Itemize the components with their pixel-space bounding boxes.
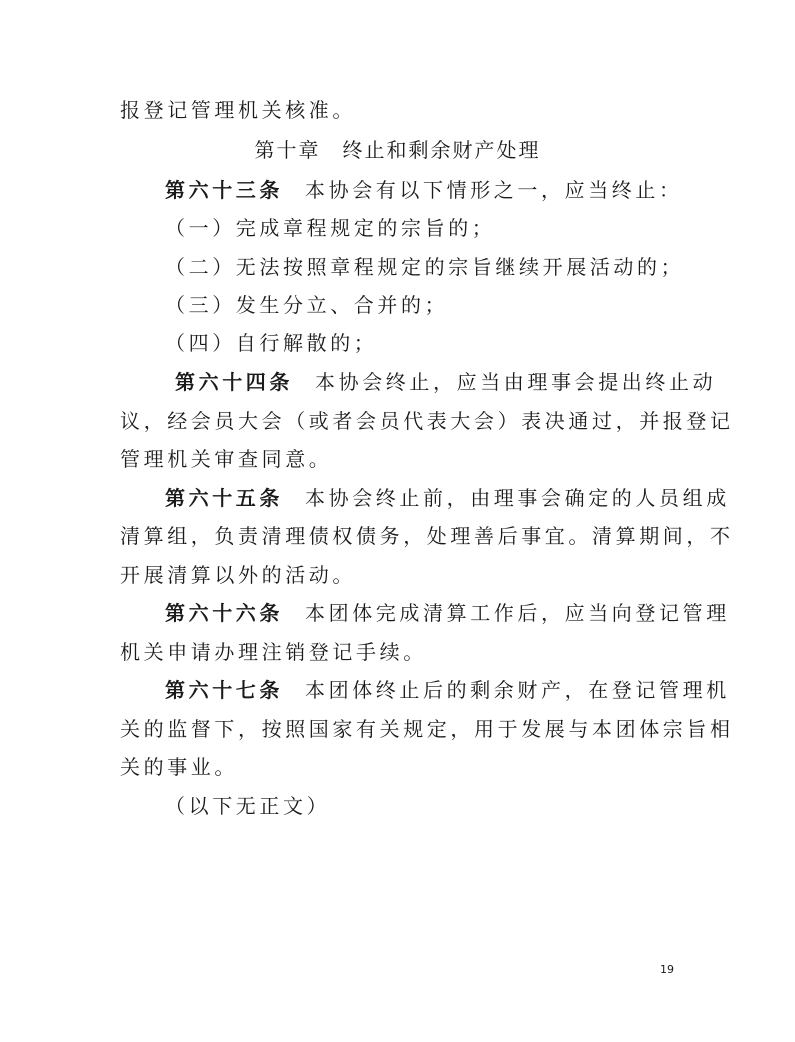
article-67-line-1: 本团体终止后的剩余财产，在登记管理机 (305, 678, 730, 702)
article-65-line-1: 本协会终止前，由理事会确定的人员组成 (305, 486, 730, 510)
article-67-line-3: 关的事业。 (120, 755, 238, 779)
article-66-line-2: 机关申请办理注销登记手续。 (120, 640, 427, 664)
article-65 (165, 485, 730, 511)
chapter-heading (0, 137, 795, 163)
article-65-line-3: 开展清算以外的活动。 (120, 563, 356, 587)
article-64-label: 第六十四条 (175, 370, 293, 394)
article-64-line-1: 本协会终止，应当由理事会提出终止动 (315, 370, 717, 394)
article-66 (165, 600, 730, 626)
page-number: 19 (660, 963, 674, 976)
carryover-line (120, 97, 680, 123)
article-65-line-2: 清算组，负责清理债权债务，处理善后事宜。清算期间，不 (120, 524, 734, 548)
article-63-text: 本协会有以下情形之一，应当终止： (305, 178, 683, 202)
article-63-label: 第六十三条 (165, 178, 283, 202)
article-63-item-3: （三）发生分立、合并的； (165, 293, 449, 317)
article-63 (165, 177, 683, 203)
article-66-line-1: 本团体完成清算工作后，应当向登记管理 (305, 601, 730, 625)
article-64-line-3: 管理机关审查同意。 (120, 447, 333, 471)
chapter-title: 终止和剩余财产处理 (342, 138, 541, 162)
article-63-item-2: （二）无法按照章程规定的宗旨继续开展活动的； (165, 255, 685, 279)
article-64-line-2: 议，经会员大会（或者会员代表大会）表决通过，并报登记 (120, 409, 734, 433)
article-66-label: 第六十六条 (165, 601, 283, 625)
article-67-label: 第六十七条 (165, 678, 283, 702)
article-67 (165, 677, 730, 703)
article-67-line-2: 关的监督下，按照国家有关规定，用于发展与本团体宗旨相 (120, 717, 734, 741)
end-note: （以下无正文） (165, 794, 331, 818)
article-63-item-4: （四）自行解散的； (165, 331, 378, 355)
article-65-label: 第六十五条 (165, 486, 283, 510)
article-63-item-1: （一）完成章程规定的宗旨的； (165, 216, 496, 240)
chapter-number: 第十章 (254, 138, 321, 162)
article-64 (175, 369, 717, 395)
carryover-text: 报登记管理机关核准。 (120, 98, 356, 122)
